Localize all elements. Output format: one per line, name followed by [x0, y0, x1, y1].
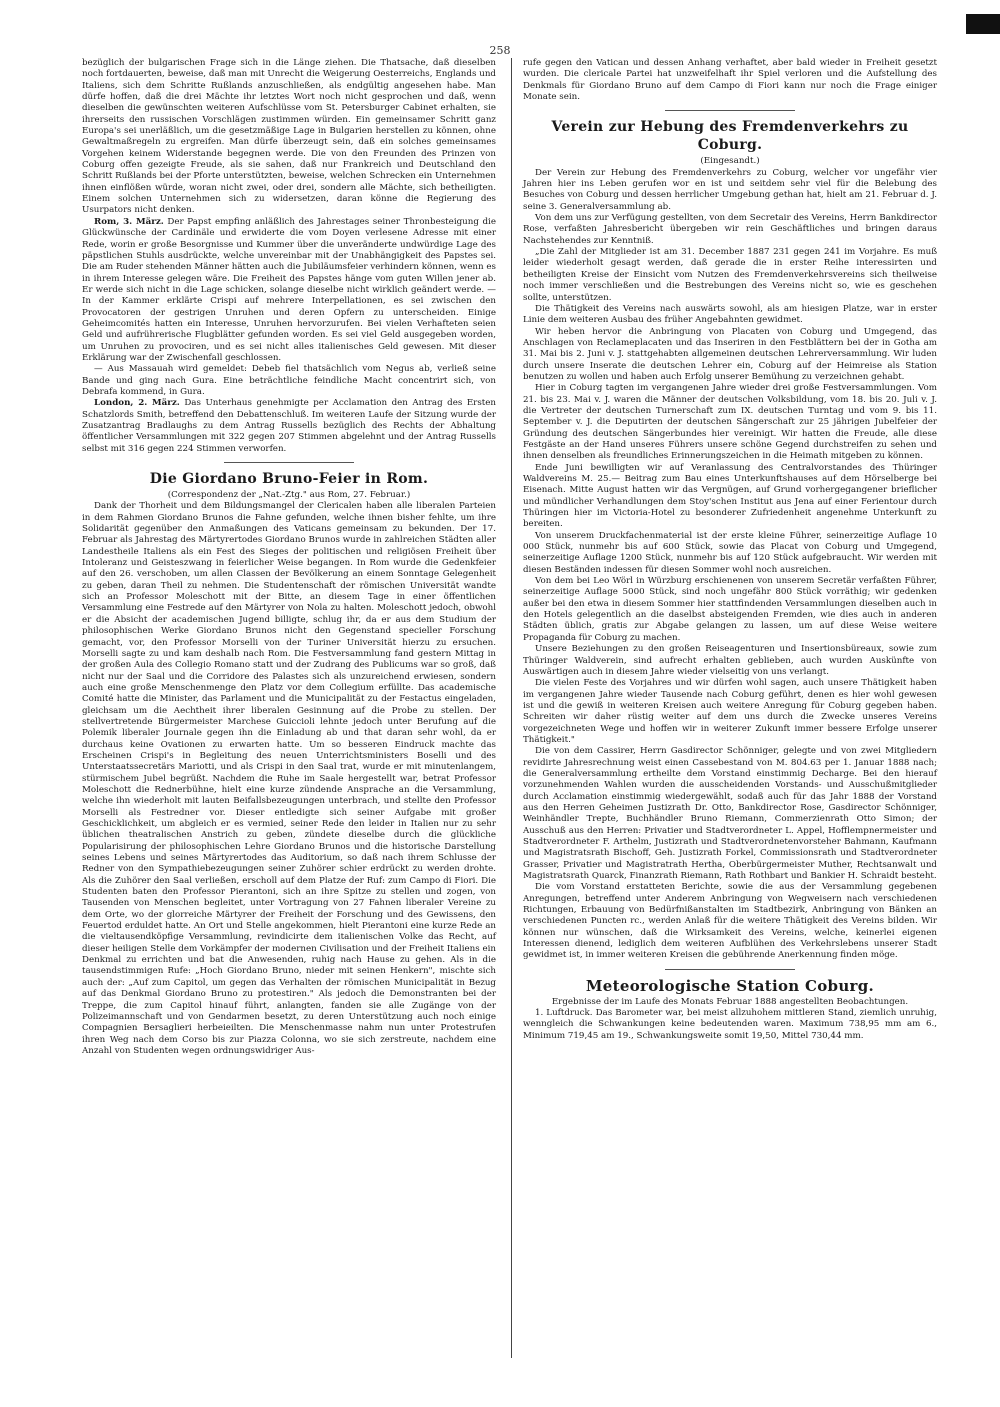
- section-separator: [665, 110, 795, 111]
- left-column: [82, 58, 496, 1057]
- verein-paragraph: Die Thätigkeit des Vereins nach auswärts sowohl, als am hiesigen Platze, war in erster Linie dem weiteren Ausbau des früher Angebahnten gewidmet.: [523, 303, 937, 326]
- london-paragraph: [82, 398, 496, 455]
- verein-paragraph: Die vielen Feste des Vorjahres und wir dürfen wohl sagen, auch unsere Thätigkeit haben im vergangenen Jahre wieder Tausende nach Coburg geführt, denen es hier wohl gewesen ist und die gewiß in weiteren Kreisen auch weitere Anregung für Coburg gegeben haben. Schreiten wir daher rüstig weiter auf dem uns durch die Zwecke unseres Vereins vorgezeichneten Wege und hoffen wir in weiterer Zukunft immer bessere Erfolge unserer Thätigkeit.": [523, 678, 937, 745]
- london-text: Das Unterhaus genehmigte per Acclamation den Antrag des Ersten Schatzlords Smith, betreffend den Debattenschluß. Im weiteren Laufe der Sitzung wurde der Zusatzantrag Bradlaughs zu dem Antrag Russells bezüglich des Rechts der Abhaltung öffentlicher Versammlungen mit 322 gegen 207 Stimmen abgelehnt und der Antrag Russells selbst mit 316 gegen 224 Stimmen verworfen.: [82, 398, 497, 454]
- meteo-paragraph: 1. Luftdruck. Das Barometer war, bei meist allzuhohem mittleren Stand, ziemlich unruhig, wenngleich die Schwankungen keine bedeutenden waren. Maximum 738,95 mm am 6., Minimum 719,45 am 19., Schwankungsweite somit 19,50, Mittel 730,44 mm.: [523, 1008, 937, 1041]
- section-separator: [224, 462, 354, 463]
- meteo-subheading: Ergebnisse der im Laufe des Monats Februar 1888 angestellten Beobachtungen.: [551, 996, 909, 1007]
- verein-heading: Verein zur Hebung des Fremdenverkehrs zu Coburg.: [551, 119, 909, 154]
- verein-paragraph: Der Verein zur Hebung des Fremdenverkehrs zu Coburg, welcher vor ungefähr vier Jahren hier ins Leben gerufen wor en ist und seitdem sehr viel für die Belebung des Besuches von Coburg und dessen herrlicher Umgebung gethan hat, hielt am 21. Februar d. J. seine 3. Generalversammlung ab.: [523, 167, 937, 212]
- column-divider: [511, 58, 512, 1358]
- bruno-subheading: (Correspondenz der „Nat.-Ztg." aus Rom, 27. Februar.): [167, 490, 411, 501]
- bruno-continuation: rufe gegen den Vatican und dessen Anhang verhaftet, aber bald wieder in Freiheit gesetzt wurden. Die clericale Partei hat unzweifelhaft ihr Spiel verloren und die Aufstellung des Denkmals für Giordano Bruno auf dem Campo di Fiori kann nur noch die Frage einiger Monate sein.: [523, 58, 937, 103]
- verein-paragraph: Von dem bei Leo Wörl in Würzburg erschienenen von unserem Secretär verfaßten Führer, seinerzeitige Auflage 5000 Stück, sind noch ungefähr 800 Stück vorräthig; wir gedenken außer bei den etwa in diesem Sommer hier stattfindenden Versammlungen dieselben auch in den Hotels gelegentlich an die daselbst absteigenden Fremden, wie dies auch in anderen Städten üblich, gratis zur Abgabe gelangen zu lassen, um auf diese Weise weitere Propaganda für Coburg zu machen.: [523, 576, 937, 643]
- verein-paragraph: Die von dem Cassirer, Herrn Gasdirector Schönniger, gelegte und von zwei Mitgliedern revidirte Jahresrechnung weist einen Cassebestand von M. 804.63 per 1. Januar 1888 nach; die Generalversammlung ertheilte dem Vorstand einstimmig Decharge. Bei den hierauf vorzunehmenden Wahlen wurden die ausscheidenden Vorstands- und Ausschußmitglieder durch Acclamation einstimmig wiedergewählt, sodaß auch für das Jahr 1888 der Vorstand aus den Herren Geheimen Justizrath Dr. Otto, Bankdirector Rose, Gasdirector Schönniger, Weinhändler Trepte, Buchhändler Bruno Riemann, Commerzienrath Otto Simon; der Ausschuß aus den Herren: Privatier und Stadtverordneter L. Appel, Hofflempnermeister und Stadtverordneter F. Arthelm, Justizrath und Stadtverordnetenvorsteher Bahmann, Kaufmann und Magistratsrath Bischoff, Geh. Justizrath Forkel, Commissionsrath und Stadtverordneter Grasser, Privatier und Magistratrath Hertha, Oberbürgermeister Muther, Rechtsanwalt und Magistratsrath Quarck, Finanzrath Riemann, Rath Rothbart und Bankier H. Schraidt besteht.: [523, 746, 937, 882]
- verein-paragraph: Ende Juni bewilligten wir auf Veranlassung des Centralvorstandes des Thüringer Waldvereins M. 25.— Beitrag zum Bau eines Unterkunftshauses auf dem Hörselberge bei Eisenach. Mitte August hatten wir das Vergnügen, auf Grund vorhergegangener brieflicher und mündlicher Verhandlungen dem Stoy'schen Institut aus Jena auf einer Ferientour durch Thüringen hier im Victoria-Hotel zu besonderer Zufriedenheit angenehme Unterkunft zu bereiten.: [523, 462, 937, 530]
- verein-paragraph: „Die Zahl der Mitglieder ist am 31. December 1887 231 gegen 241 im Vorjahre. Es muß leider wiederholt gesagt werden, daß gerade die in erster Reihe interessirten und betheiligten Kreise der Einsicht vom Nutzen des Fremdenverkehrsvereins sich theilweise noch immer verschließen und die Bestrebungen des Vereins nicht so, wie es geschehen sollte, unterstützen.: [523, 247, 937, 303]
- london-dateline: London, 2. März.: [94, 398, 180, 409]
- massauah-paragraph: — Aus Massauah wird gemeldet: Debeb fiel thatsächlich vom Negus ab, verließ seine Bande und ging nach Gura. Eine beträchtliche feindliche Macht concentrirt sich, von Debrafa kommend, in Gura.: [82, 364, 496, 397]
- verein-paragraph: Wir heben hervor die Anbringung von Placaten von Coburg und Umgegend, das Anschlagen von Reclameplacaten und das Inseriren in den Festblättern bei der in Gotha am 31. Mai bis 2. Juni v. J. stattgehabten allgemeinen deutschen Lehrerversammlung. Wir luden durch unsere Inserate die deutschen Lehrer ein, Coburg auf der Heimreise als Station benutzen zu wollen und haben auch Erfolg unserer Bemühung zu verzeichnen gehabt.: [523, 326, 937, 382]
- verein-paragraph: Hier in Coburg tagten im vergangenen Jahre wieder drei große Festversammlungen. Vom 21. bis 23. Mai v. J. waren die Männer der deutschen Volksbildung, vom 18. bis 20. Juli v. J. die Vertreter der deutschen Turnerschaft zum IX. deutschen Turntag und vom 9. bis 11. September v. J. die Deputirten der deutschen Sängerschaft zur 25 jährigen Jubelfeier der Gründung des deutschen Sängerbundes hier vereinigt. Wir hatten die Freude, alle diese Festgäste an der Hand unseres Führers unsere schöne Gegend durchstreifen zu sehen und ihnen denselben als freundliches Erinnerungszeichen in die Heimath mitgeben zu können.: [523, 383, 937, 462]
- verein-paragraph: Von unserem Druckfachenmaterial ist der erste kleine Führer, seinerzeitige Auflage 10 000 Stück, nunmehr bis auf 600 Stück, sowie das Placat von Coburg und Umgegend, seinerzeitige Auflage 1200 Stück, nunmehr bis auf 120 Stück aufgebraucht. Wir werden mit diesen Beständen indessen für diesen Sommer wohl noch ausreichen.: [523, 530, 937, 575]
- meteo-heading: Meteorologische Station Coburg.: [585, 976, 875, 995]
- rome-news-paragraph: [82, 217, 496, 364]
- right-column: [523, 58, 937, 1042]
- rome-news-text: Der Papst empfing anläßlich des Jahrestages seiner Thronbesteigung die Glückwünsche der Cardinäle und erwiderte die vom Doyen verlesene Adresse mit einer Rede, worin er große Besorgnisse und Kummer über die unveränderte undwürdige Lage des päpstlichen Stuhls ausdrückte, welche unvereinbar mit der Unabhängigkeit des Papstes sei. Die am Ruder stehenden Männer hätten auch die Jubiläumsfeier verhindern können, wenn es in ihrem Interesse gelegen wäre. Die Freiheit des Papstes hänge vom guten Willen jener ab. Er werde sich nicht in die Lage schicken, solange dieselbe nicht wirklich geändert werde. — In der Kammer erklärte Crispi auf mehrere Interpellationen, es sei zwischen den Provocatoren der gestrigen Unruhen und deren Opfern zu unterscheiden. Einige Geheimcomités hatten ein Interesse, Unruhen hervorzurufen. Bei vielen Verhafteten seien Geld und aufrührerische Flugblätter gefunden worden. Es sei viel Geld ausgegeben worden, um Unruhen zu provociren, und es sei nicht alles italienisches Geld gewesen. Mit dieser Erklärung war der Zwischenfall geschlossen.: [82, 216, 496, 363]
- bulgaria-paragraph: bezüglich der bulgarischen Frage sich in die Länge ziehen. Die Thatsache, daß dieselben noch fortdauerten, beweise, daß man mit Unrecht die Weigerung Oesterreichs, Englands und Italiens, sich dem Schritte Rußlands anzuschließen, als endgültig angesehen habe. Man dürfe hoffen, daß die drei Mächte ihr letztes Wort noch nicht gesprochen und daß, wenn dieselben die gewünschten weiteren Aufschlüsse vom St. Petersburger Cabinet erhalten, sie ihrerseits den russischen Vorschlägen zustimmen würden. Ein gemeinsamer Schritt ganz Europa's sei unerläßlich, um die gesetzmäßige Lage in Bulgarien herstellen zu können, ohne Gewaltmaßregeln zu ergreifen. Man dürfe überzeugt sein, daß ein solches gemeinsames Vorgehen keinem Widerstande begegnen werde. Die von den Freunden des Prinzen von Coburg offen gezeigte Freude, als sie sahen, daß nur Frankreich und Deutschland den Schritt Rußlands bei der Pforte unterstützten, beweise, welchen Schrecken ein Unternehmen ihnen einflößen würde, woran nicht zwei, oder drei, sondern alle Mächte, sich betheiligten. Einem solchen Unternehmen sich zu widersetzen, daran könne die Regierung des Usurpators nicht denken.: [82, 58, 496, 216]
- verein-paragraph: Unsere Beziehungen zu den großen Reiseagenturen und Insertionsbüreaux, sowie zum Thüringer Waldverein, sind aufrecht erhalten geblieben, auch wurden Auskünfte von Auswärtigen auch in diesem Jahre wieder vielseitig von uns verlangt.: [523, 644, 937, 677]
- bruno-article-text: Dank der Thorheit und dem Bildungsmangel der Clericalen haben alle liberalen Parteien in dem Rahmen Giordano Brunos die Fahne gefunden, welche ihnen bisher fehlte, um ihre Solidarität gegenüber den Anmaßungen des Vaticans gemeinsam zu bekunden. Der 17. Februar als Jahrestag des Märtyrertodes Giordano Brunos wurde in zahlreichen Städten aller Landestheile Italiens als ein Fest des Sieges der politischen und religiösen Freiheit über Intoleranz und Geisteszwang in feierlicher Weise begangen. In Rom wurde die Gedenkfeier auf den 26. verschoben, um allen Classen der Bevölkerung an einem Sonntage Gelegenheit zu geben, daran Theil zu nehmen. Die Studentenschaft der römischen Universität wandte sich an Professor Moleschott mit der Bitte, an diesem Tage in einer öffentlichen Versammlung eine Festrede auf den Märtyrer von Nola zu halten. Moleschott jedoch, obwohl er die Absicht der academischen Jugend billigte, schlug ihr, da er aus dem Studium der philosophischen Werke Giordano Brunos nicht den Gegenstand specieller Forschung gemacht, vor, den Professor Morselli von der Turiner Universität hierzu zu ersuchen. Morselli sagte zu und kam deshalb nach Rom. Die Festversammlung fand gestern Mittag in der großen Aula des Collegio Romano statt und der Zudrang des Publicums war so groß, daß nicht nur der Saal und die Corridore des Palastes sich als unzureichend erwiesen, sondern auch eine große Menschenmenge den Platz vor dem Collegium erfüllte. Das academische Comité hatte die Minister, das Parlament und die Municipalität zu der Festactus eingeladen, gleichsam um die Aechtheit ihrer liberalen Gesinnung auf die Probe zu stellen. Der stellvertretende Bürgermeister Marchese Guiccioli lehnte jedoch unter Berufung auf die Polemik liberaler Journale gegen ihn die Einladung ab und that daran sehr wohl, da er durchaus keine Ovationen zu erwarten hatte. Um so besseren Eindruck machte das Erscheinen Crispi's in Begleitung des neuen Unterrichtsministers Boselli und des Unterstaatssecretärs Mariotti, und als Crispi in den Saal trat, wurde er mit minutenlangem, stürmischem Jubel begrüßt. Nachdem die Ruhe im Saale hergestellt war, betrat Professor Moleschott die Rednerbühne, hielt eine kurze zündende Ansprache an die Versammlung, welche ihn wiederholt mit lauten Beifallsbezeugungen unterbrach, und stellte den Professor Morselli als Festredner vor. Dieser entledigte sich seiner Aufgabe mit großer Geschicklichkeit, um abgleich er es vermied, seiner Rede den leider in Italien nur zu sehr üblichen theatralischen Anstrich zu geben, zündete dieselbe durch die glückliche Popularisirung der philosophischen Lehre Giordano Brunos und die historische Darstellung seines Lebens und seines Märtyrertodes das Auditorium, so daß nach ihrem Schlusse der Redner von den Sympathiebezeugungen seiner Zuhörer schier erdrückt zu werden drohte. Als die Zuhörer den Saal verließen, erscholl auf dem Platze der Ruf: zum Campo di Fiori. Die Studenten baten den Professor Pierantoni, sich an ihre Spitze zu stellen und zogen, von Tausenden von Menschen begleitet, unter Vortragung von 27 Fahnen liberaler Vereine zu dem Orte, wo der glorreiche Märtyrer der Freiheit der Forschung und des Gewissens, den Feuertod erduldet hatte. An Ort und Stelle angekommen, hielt Pierantoni eine kurze Rede an die vieltausendköpfige Versammlung, revindicirte dem italienischen Volke das Recht, auf dieser heiligen Stelle dem Vorkämpfer der modernen Civilisation und der Freiheit Italiens ein Denkmal zu errichten und bat die Anwesenden, ruhig nach Hause zu gehen. Als in die tausendstimmigen Rufe: „Hoch Giordano Bruno, nieder mit seinen Henkern", mischte sich auch der: „Auf zum Capitol, um gegen das Verhalten der römischen Municipalität in Bezug auf das Denkmal Giordano Bruno zu protestiren." Als jedoch die Demonstranten bei der Treppe, die zum Capitol hinauf führt, anlangten, fanden sie alle Zugänge von der Polizeimannschaft und von Gendarmen besetzt, zu deren Unterstützung auch noch einige Compagnien Bersaglieri herbeieilten. Die Menschenmasse nahm nun unter Protestrufen ihren Weg nach dem Corso bis zur Piazza Colonna, wo sie sich zerstreute, nachdem eine Anzahl von Studenten wegen ordnungswidriger Aus-: [82, 501, 496, 1056]
- rome-dateline: Rom, 3. März.: [94, 216, 164, 227]
- verein-subheading: (Eingesandt.): [700, 156, 760, 167]
- corner-mark: [966, 14, 1000, 34]
- verein-paragraph: Die vom Vorstand erstatteten Berichte, sowie die aus der Versammlung gegebenen Anregungen, betreffend unter Anderem Anbringung von Wegweisern nach verschiedenen Richtungen, Erbauung von Bedürfnißanstalten im Stadtbezirk, Anbringung von Bänken an verschiedenen Puncten rc., werden Anlaß für die weitere Thätigkeit des Vereins bilden. Wir können nur wünschen, daß die Wirksamkeit des Vereins, welche, keinerlei eigenen Interessen dienend, lediglich dem weiteren Aufblühen des Verkehrslebens unserer Stadt gewidmet ist, in immer weiteren Kreisen die gebührende Anerkennung finden möge.: [523, 882, 937, 961]
- page-number: 258: [489, 44, 511, 57]
- bruno-heading: Die Giordano Bruno-Feier in Rom.: [149, 471, 429, 488]
- section-separator: [665, 969, 795, 970]
- verein-paragraph: Von dem uns zur Verfügung gestellten, von dem Secretair des Vereins, Herrn Bankdirector Rose, verfaßten Jahresbericht übergeben wir rein Geschäftliches und bringen daraus Nachstehendes zur Kenntniß.: [523, 213, 937, 246]
